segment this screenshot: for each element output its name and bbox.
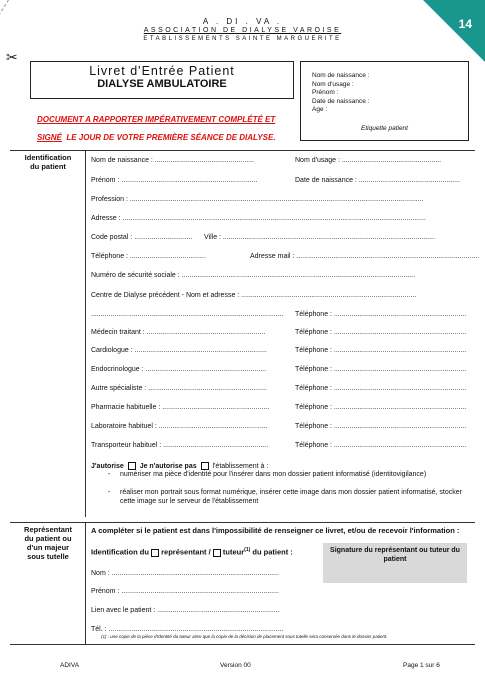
field-ville[interactable]: Ville : .............................................................................................................: [204, 234, 435, 241]
signature-label: Signature du représentant ou tuteur du patient: [330, 547, 460, 563]
field-centre-tel[interactable]: Téléphone : ....................................................................: [295, 311, 467, 318]
divider-top: [10, 150, 475, 151]
field-code-postal[interactable]: Code postal : ..............................: [91, 234, 193, 241]
field-secu[interactable]: Numéro de sécurité sociale : ........................................................................................................................: [91, 272, 416, 279]
field-autre[interactable]: Autre spécialiste : .............................................................: [91, 385, 267, 392]
footer-left: ADIVA: [60, 662, 80, 669]
authorization-line: [91, 462, 268, 470]
field-pharmacie-tel[interactable]: Téléphone : ....................................................................: [295, 404, 467, 411]
field-transporteur-tel[interactable]: Téléphone : ....................................................................: [295, 442, 467, 449]
field-medecin-tel[interactable]: Téléphone : ....................................................................: [295, 329, 467, 336]
page-tab-number: 14: [458, 17, 472, 31]
bullet-dot-2: -: [108, 489, 111, 496]
rep-ident-3: tuteur: [222, 547, 245, 557]
label-caption: Etiquette patient: [361, 125, 408, 132]
section-title-patient: [14, 153, 82, 171]
field-telephone[interactable]: Téléphone : .......................................: [91, 253, 206, 260]
field-cardiologue[interactable]: Cardiologue : ....................................................................: [91, 347, 267, 354]
footer-version: Version 00: [220, 662, 251, 669]
label-nom-naissance: Nom de naissance :: [312, 72, 370, 79]
rep-ident-1: Identification du: [91, 547, 149, 557]
rep-ident-4: du patient :: [252, 547, 293, 557]
tuteur-checkbox[interactable]: [213, 549, 221, 557]
rep-title-2: du patient ou: [24, 534, 72, 543]
header-establishment: ETABLISSEMENTS SAINTE MARGUERITE: [143, 36, 342, 42]
field-cardiologue-tel[interactable]: Téléphone : ....................................................................: [295, 347, 467, 354]
notice: [37, 109, 295, 145]
rep-identification: [91, 547, 293, 557]
rep-ident-2: représentant /: [161, 547, 211, 557]
label-nom-usage: Nom d'usage :: [312, 80, 354, 88]
autorise-pas-checkbox[interactable]: [201, 462, 209, 470]
autorise-pas-text: Je n'autorise pas: [139, 462, 197, 470]
section2-divider: [85, 522, 86, 644]
label-age: Age :: [312, 106, 328, 113]
notice-red-3: LE JOUR DE VOTRE PREMIÈRE SÉANCE DE DIALYSE.: [66, 133, 276, 142]
field-pharmacie[interactable]: Pharmacie habituelle : .......................................................: [91, 404, 270, 411]
label-date-naissance: Date de naissance :: [312, 97, 370, 105]
field-centre[interactable]: Centre de Dialyse précédent - Nom et adresse : ..........................................................................................: [91, 292, 417, 299]
notice-red-2: SIGNÉ: [37, 133, 62, 142]
signature-box[interactable]: [323, 543, 467, 583]
title-box: [30, 61, 294, 99]
rep-title-1: Représentant: [24, 525, 72, 534]
rep-lien[interactable]: Lien avec le patient : ...............................................................: [91, 607, 280, 614]
field-adresse-mail[interactable]: Adresse mail : ..............................................................................................: [250, 253, 480, 260]
section-title-line1: Identification: [24, 153, 72, 162]
section-title-line2: du patient: [30, 162, 66, 171]
rep-nom[interactable]: Nom : ......................................................................................: [91, 570, 279, 577]
field-laboratoire[interactable]: Laboratoire habituel : ........................................................: [91, 423, 268, 430]
section-divider: [85, 150, 86, 517]
field-centre-cont[interactable]: ...................................................................................................: [91, 311, 284, 318]
autorise-checkbox[interactable]: [128, 462, 136, 470]
rep-checkbox[interactable]: [151, 549, 159, 557]
rep-prenom[interactable]: Prénom : .................................................................................: [91, 588, 279, 595]
bullet-dot-1: -: [108, 471, 111, 478]
section-title-representative: [14, 525, 82, 561]
field-nom-naissance[interactable]: Nom de naissance : ...................................................: [91, 157, 254, 164]
rep-tel[interactable]: Tél. : ..........................................................................................: [91, 626, 284, 633]
rep-title-3: d'un majeur: [26, 543, 70, 552]
field-transporteur[interactable]: Transporteur habituel : ......................................................: [91, 442, 269, 449]
field-adresse[interactable]: Adresse : ............................................................................................................................................................: [91, 215, 426, 222]
page-subtitle: DIALYSE AMBULATOIRE: [97, 78, 227, 90]
autorise-text: J'autorise: [91, 462, 124, 470]
field-date-naissance[interactable]: Date de naissance : ....................................................: [295, 177, 460, 184]
label-prenom: Prénom :: [312, 89, 339, 96]
field-prenom[interactable]: Prénom : ......................................................................: [91, 177, 258, 184]
bullet-text-1: numériser ma pièce d'identité pour l'insérer dans mon dossier patient informatisé (identitovigilance): [120, 471, 427, 478]
footer-page: Page 1 sur 6: [403, 662, 440, 669]
rep-ident-sup: (1): [244, 547, 251, 553]
field-endocrinologue[interactable]: Endocrinologue : ..............................................................: [91, 366, 267, 373]
field-medecin[interactable]: Médecin traitant : .............................................................: [91, 329, 266, 336]
rep-title-4: sous tutelle: [27, 552, 69, 561]
footnote: (1) : une copie de la pièce d'identité du tuteur ainsi que la copie de la décision de placement sous tutelle sera conservée dans le dossier patient.: [101, 634, 388, 639]
rep-intro: A compléter si le patient est dans l'impossibilité de renseigner ce livret, et/ou de recevoir l'information :: [91, 526, 460, 535]
autorise-etab: l'établissement à :: [212, 462, 269, 470]
field-laboratoire-tel[interactable]: Téléphone : ....................................................................: [295, 423, 467, 430]
field-profession[interactable]: Profession : .......................................................................................................................................................: [91, 196, 424, 203]
header-association: ASSOCIATION DE DIALYSE VAROISE: [143, 27, 342, 34]
scissors-icon: ✂: [6, 49, 18, 65]
notice-red-1: DOCUMENT A RAPPORTER IMPÉRATIVEMENT COMPLÉTÉ ET: [37, 115, 276, 124]
header-acronym: A . DI . VA .: [202, 17, 283, 26]
field-nom-usage[interactable]: Nom d'usage : ...................................................: [295, 157, 442, 164]
divider-bottom: [10, 644, 475, 645]
field-autre-tel[interactable]: Téléphone : ....................................................................: [295, 385, 467, 392]
page-title: Livret d'Entrée Patient: [89, 64, 235, 78]
divider-middle: [10, 522, 475, 523]
patient-label-box: [300, 61, 469, 141]
field-endocrinologue-tel[interactable]: Téléphone : ....................................................................: [295, 366, 467, 373]
bullet-text-2: réaliser mon portrait sous format numérique, insérer cette image dans mon dossier patient informatisé, stocker cette image sur le serveur de l'établissement: [120, 489, 462, 505]
